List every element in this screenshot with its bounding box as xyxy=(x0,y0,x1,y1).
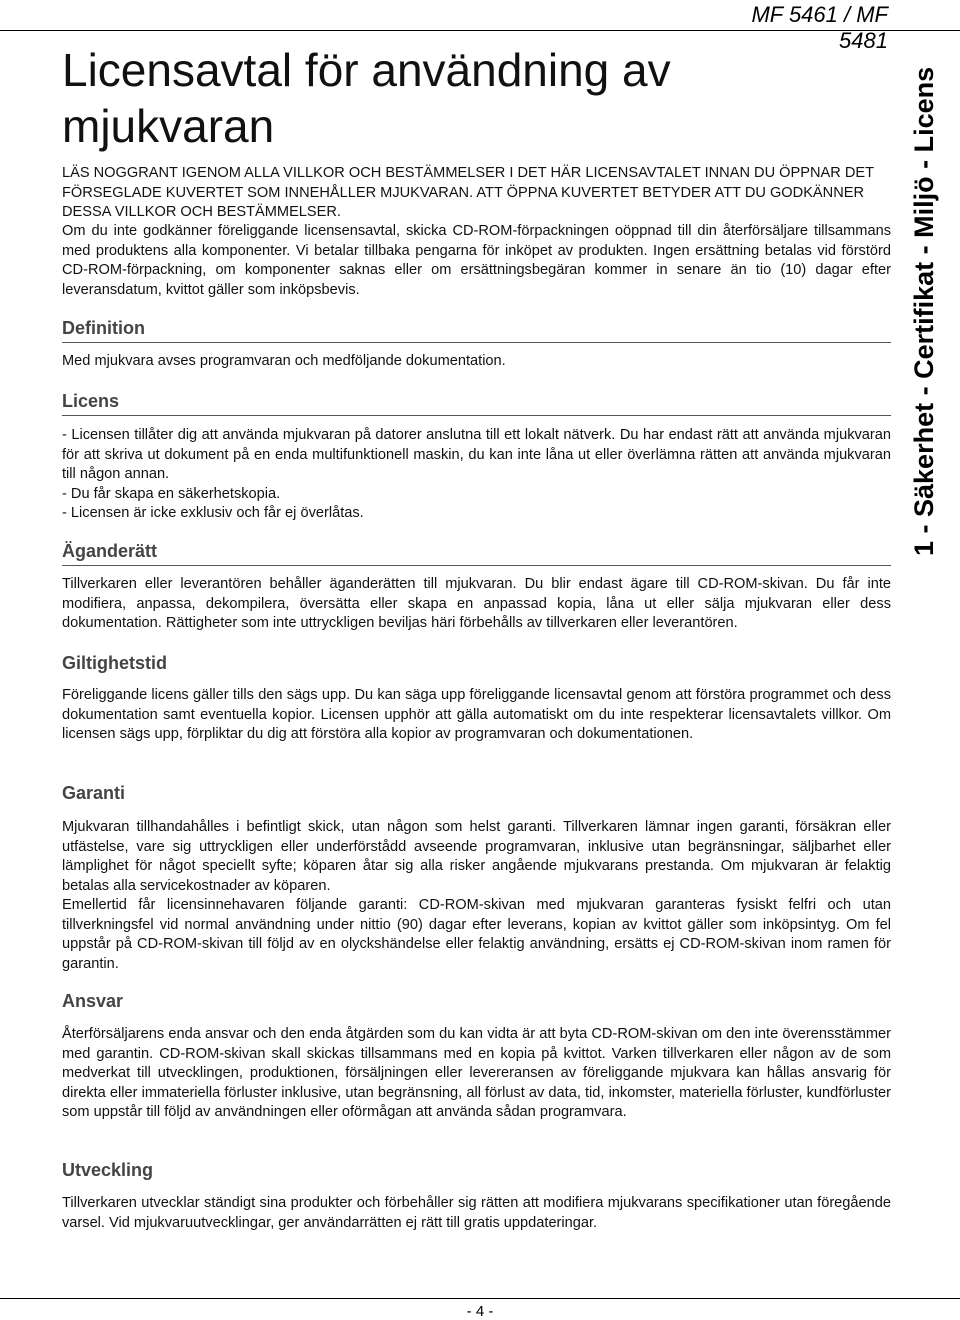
section-heading-ansvar: Ansvar xyxy=(62,991,124,1011)
licens-paragraph-2: - Du får skapa en säkerhetskopia. xyxy=(62,485,281,502)
aganderatt-paragraph: Tillverkaren eller leverantören behåller äganderätten till mjukvaran. Du blir endast ägare till CD-ROM-skivan. Du får inte modifiera, anpassa, dekompilera, översätta eller skapa en anpassad kopia, låna ut eller sälja mjukvaran eller dess dokumentation. Rättigheter som inte uttryckligen beviljas häri förbehålls av tillverkaren eller leverantören. xyxy=(62,576,891,631)
licens-paragraph-3: - Licensen är icke exklusiv och får ej överlåtas. xyxy=(62,505,364,521)
section-heading-aganderatt: Äganderätt xyxy=(62,540,891,566)
page-title-line-1: Licensavtal för användning av xyxy=(62,44,671,96)
intro-caps-paragraph: LÄS NOGGRANT IGENOM ALLA VILLKOR OCH BESTÄMMELSER I DET HÄR LICENSAVTALET INNAN DU ÖPPNAR DET FÖRSEGLADE KUVERTET SOM INNEHÅLLER MJUKVARAN. ATT ÖPPNA KUVERTET BETYDER ATT DU GODKÄNNER DESSA VILLKOR OCH BESTÄMMELSER. xyxy=(62,165,874,220)
garanti-paragraph-2: Emellertid får licensinnehavaren följande garanti: CD-ROM-skivan med mjukvaran garanteras fysiskt felfri och utan tillverkningsfel vid normal användning under nittio (90) dagar efter leverans, kopian av kvittot gäller som inköpsintyg. Om fel uppstår på CD-ROM-skivan till följd av en olyckshändelse eller felaktig användning, ersätts ej CD-ROM-skivan inom ramen för garantin. xyxy=(62,897,891,972)
page-number: - 4 - xyxy=(466,1303,494,1320)
section-heading-utveckling: Utveckling xyxy=(62,1160,154,1180)
definition-paragraph: Med mjukvara avses programvaran och medföljande dokumentation. xyxy=(62,353,506,369)
footer-divider xyxy=(0,1298,960,1299)
utveckling-paragraph: Tillverkaren utvecklar ständigt sina produkter och förbehåller sig rätten att modifiera mjukvarans specifikationer utan föregående varsel. Vid mjukvaruutvecklingar, ger användarrätten ej rätt till gratis uppdateringar. xyxy=(62,1195,891,1231)
section-heading-garanti: Garanti xyxy=(62,783,126,803)
chapter-side-tab-label: 1 - Säkerhet - Certifikat - Miljö - Licens xyxy=(909,66,939,556)
intro-paragraph: Om du inte godkänner föreliggande licensensavtal, skicka CD-ROM-förpackningen oöppnad till din återförsäljare tillsammans med produktens alla komponenter. Vi betalar tillbaka pengarna för inköpet av produkten. Ingen ersättning betalas vid förstörd CD-ROM-förpackning, om komponenter saknas eller om ersättningsbegäran kommer in senare än tio (10) dagar efter leveransdatum, kvittot gäller som inköpsbevis. xyxy=(62,223,891,298)
section-heading-definition: Definition xyxy=(62,317,891,343)
page-title-line-2: mjukvaran xyxy=(62,100,275,152)
garanti-paragraph-1: Mjukvaran tillhandahålles i befintligt skick, utan någon som helst garanti. Tillverkaren lämnar ingen garanti, försäkran eller utfästelse, vare sig uttryckligen eller underförstådd avseende programvaran, inklusive utan begränsningar, säljbarhet eller lämplighet för något speciellt syfte; köparen åtar sig alla risker angående mjukvarans prestanda. Om mjukvaran är felaktig betalas alla servicekostnader av köparen. xyxy=(62,819,891,894)
ansvar-paragraph: Återförsäljarens enda ansvar och den enda åtgärden som du kan vidta är att byta CD-ROM-skivan om den inte överensstämmer med garantin. CD-ROM-skivan skall skickas tillsammans med en kopia på kvittot. Varken tillverkaren eller någon av de som medverkat till utvecklingen, produktionen, försäljningen eller levereransen av föreliggande mjukvara kan hållas ansvarig för direkta eller immateriella förluster inklusive, utan begränsning, all förlust av data, tid, inkomster, materiella förluster, kundförluster som uppstår till följd av användningen eller oförmågan att använda sådan programvara. xyxy=(62,1026,891,1120)
chapter-side-tab xyxy=(900,48,960,588)
header-divider xyxy=(0,30,960,31)
licens-paragraph-1: - Licensen tillåter dig att använda mjukvaran på datorer anslutna till ett lokalt nätverk. Du har endast rätt att använda mjukvaran för att skriva ut dokument på en enda multifunktionell maskin, du kan inte låna ut eller överlämna rätten att använda mjukvaran till någon annan. xyxy=(62,427,891,482)
section-heading-licens: Licens xyxy=(62,390,891,416)
giltighetstid-paragraph: Föreliggande licens gäller tills den sägs upp. Du kan säga upp föreliggande licensavtal genom att förstöra programmet och dess dokumentation samt eventuella kopior. Licensen upphör att gälla automatiskt om du inte respekterar licensavtalets villkor. Om licensen sägs upp, förpliktar du dig att förstöra alla kopior av programvaran och dokumentationen. xyxy=(62,687,891,742)
garanti-body xyxy=(62,818,891,974)
licens-body xyxy=(62,426,891,524)
page-title xyxy=(62,42,862,154)
section-heading-giltighetstid: Giltighetstid xyxy=(62,653,167,673)
header-model-name: MF 5461 / MF 5481 xyxy=(751,2,888,53)
